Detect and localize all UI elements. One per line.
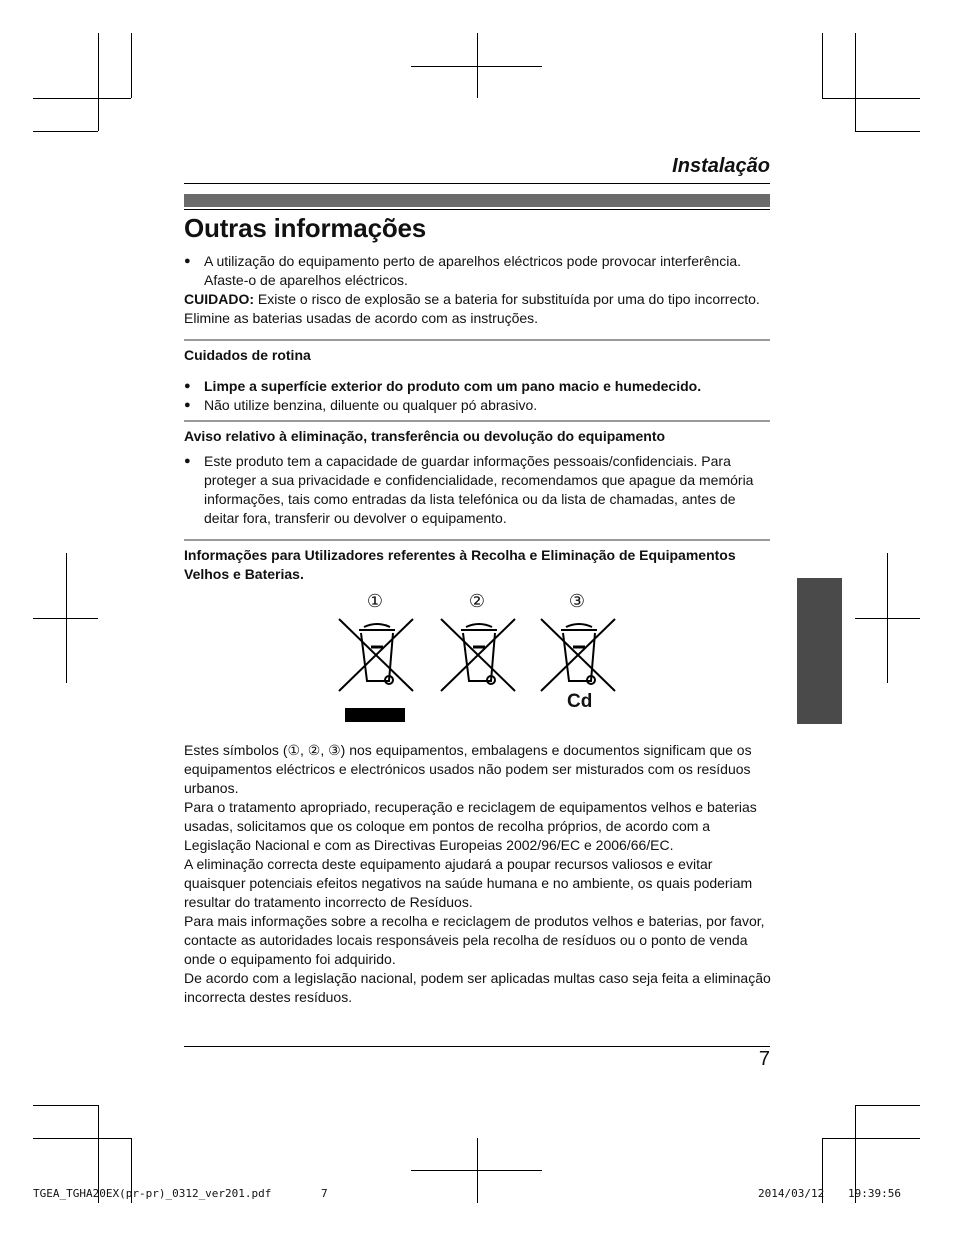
section-divider xyxy=(184,339,770,341)
crossed-out-wheelie-bin-icon xyxy=(337,613,417,695)
section-divider xyxy=(184,420,770,422)
crossed-out-wheelie-bin-icon xyxy=(439,613,519,695)
cd-label: Cd xyxy=(567,691,593,712)
recycling-paragraphs xyxy=(184,741,774,1007)
footer-page: 7 xyxy=(321,1187,328,1200)
footer-time: 19:39:56 xyxy=(848,1187,901,1200)
disposal-notice-section xyxy=(184,427,774,528)
footer-rule xyxy=(184,1046,770,1047)
symbol-label-3: ③ xyxy=(568,591,586,611)
recycling-paragraph-4: Para mais informações sobre a recolha e reciclagem de produtos velhos e baterias, por favor, contacte as autoridades locais responsáveis pela recolha de resíduos ou o ponto de venda onde o equipamento foi adquirido. xyxy=(184,913,765,967)
recycling-heading: Informações para Utilizadores referentes à Recolha e Eliminação de Equipamentos Velhos e Baterias. xyxy=(184,547,736,582)
routine-care-bullet-2: ● Não utilize benzina, diluente ou qualquer pó abrasivo. xyxy=(184,396,774,415)
header-rule xyxy=(184,183,770,184)
crossed-out-wheelie-bin-icon xyxy=(539,613,619,695)
recycling-heading-block xyxy=(184,546,774,584)
footer-date: 2014/03/12 xyxy=(758,1187,825,1200)
title-rule xyxy=(184,209,770,210)
recycling-paragraph-2: Para o tratamento apropriado, recuperação e reciclagem de equipamentos velhos e baterias usadas, solicitamos que os coloque em pontos de recolha próprios, de acordo com a Legislação Nacional e com as Directivas Europeias 2002/96/EC e 2006/66/EC. xyxy=(184,799,757,853)
intro-bullet: ● A utilização do equipamento perto de aparelhos eléctricos pode provocar interferência. Afaste-o de aparelhos eléctricos. xyxy=(184,252,774,290)
routine-care-bullet-1: ● Limpe a superfície exterior do produto com um pano macio e humedecido. xyxy=(184,377,774,396)
caution-text: Existe o risco de explosão se a bateria for substituída por uma do tipo incorrecto. Elimine as baterias usadas de acordo com as instruções. xyxy=(184,291,760,326)
symbol-label-2: ② xyxy=(468,591,486,611)
section-header-title: Instalação xyxy=(672,155,770,177)
recycling-paragraph-5: De acordo com a legislação nacional, podem ser aplicadas multas caso seja feita a eliminação incorrecta destes resíduos. xyxy=(184,970,771,1005)
caution-label: CUIDADO: xyxy=(184,291,254,307)
solid-bar-mark xyxy=(345,708,405,722)
intro-section xyxy=(184,252,774,328)
section-divider xyxy=(184,539,770,541)
footer-filename: TGEA_TGHA20EX(pr-pr)_0312_ver201.pdf xyxy=(33,1187,272,1200)
caution-paragraph xyxy=(184,290,774,328)
recycling-paragraph-1: Estes símbolos (①, ②, ③) nos equipamentos, embalagens e documentos significam que os equipamentos eléctricos e electrónicos usados não podem ser misturados com os resíduos urbanos. xyxy=(184,742,752,796)
side-tab xyxy=(797,578,842,724)
title-bar xyxy=(184,194,770,207)
routine-care-heading: Cuidados de rotina xyxy=(184,347,311,363)
page-title: Outras informações xyxy=(184,213,427,243)
recycling-paragraph-3: A eliminação correcta deste equipamento ajudará a poupar recursos valiosos e evitar quaisquer potenciais efeitos negativos na saúde humana e no ambiente, os quais poderiam resultar do tratamento incorrecto de Resíduos. xyxy=(184,856,753,910)
routine-care-section xyxy=(184,346,774,415)
disposal-notice-heading: Aviso relativo à eliminação, transferência ou devolução do equipamento xyxy=(184,428,666,444)
disposal-notice-bullet: ● Este produto tem a capacidade de guardar informações pessoais/confidenciais. Para proteger a sua privacidade e confidencialidade, recomendamos que apague da memória informações, tais como entradas da lista telefónica ou da lista de chamadas, antes de deitar fora, transferir ou devolver o equipamento. xyxy=(184,452,774,528)
symbol-label-1: ① xyxy=(366,591,384,611)
page-number: 7 xyxy=(758,1048,770,1070)
